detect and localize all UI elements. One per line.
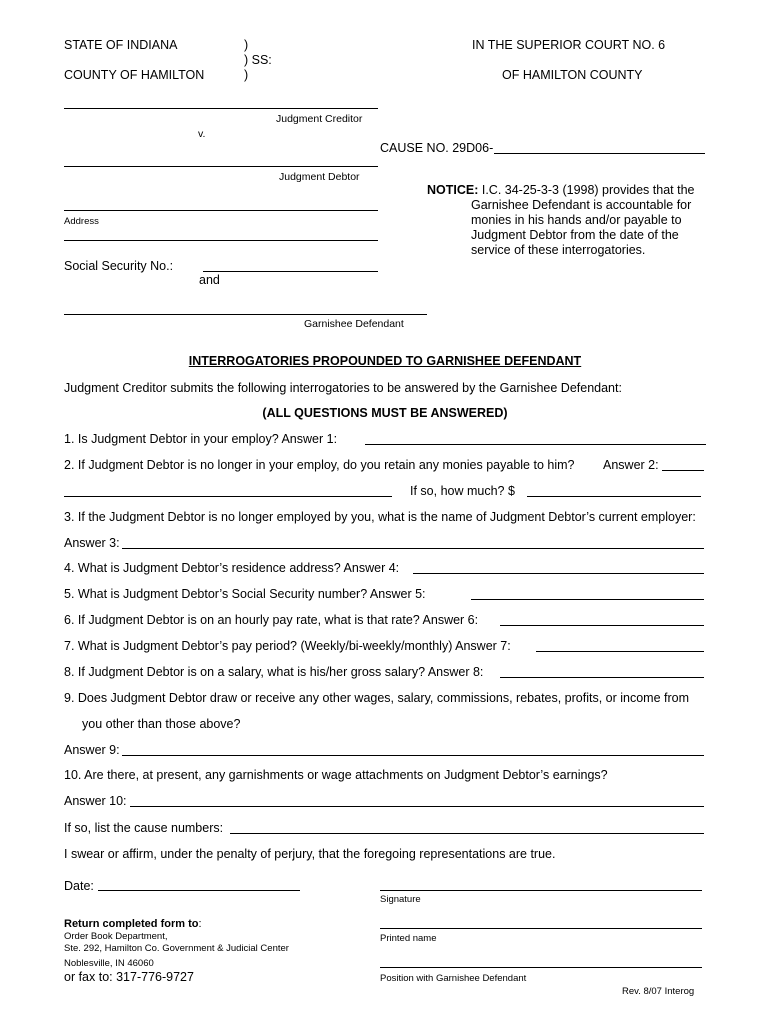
cause-numbers-line[interactable] (230, 833, 704, 834)
answer-2-line[interactable] (662, 470, 704, 471)
versus-label: v. (198, 128, 206, 140)
answer-1-line[interactable] (365, 444, 706, 445)
question-5: 5. What is Judgment Debtor’s Social Security number? Answer 5: (64, 587, 426, 601)
how-much-label: If so, how much? $ (410, 484, 515, 498)
and-label: and (199, 273, 220, 287)
judgment-creditor-label: Judgment Creditor (276, 113, 363, 125)
question-3: 3. If the Judgment Debtor is no longer employed by you, what is the name of Judgment Debtor’s current employer: (64, 510, 696, 524)
fax-number: or fax to: 317-776-9727 (64, 970, 194, 984)
question-8: 8. If Judgment Debtor is on a salary, what is his/her gross salary? Answer 8: (64, 665, 484, 679)
garnishee-defendant-line[interactable] (64, 314, 427, 315)
ssn-line[interactable] (203, 271, 378, 272)
return-line-1: Order Book Department, (64, 931, 168, 942)
answer-4-line[interactable] (413, 573, 704, 574)
answer-10-label: Answer 10: (64, 794, 127, 808)
notice-line-4: Judgment Debtor from the date of the (471, 228, 679, 242)
cause-no-line[interactable] (494, 153, 705, 154)
question-7: 7. What is Judgment Debtor’s pay period? (Weekly/bi-weekly/monthly) Answer 7: (64, 639, 511, 653)
revision-label: Rev. 8/07 Interog (622, 986, 695, 997)
judgment-creditor-line[interactable] (64, 108, 378, 109)
how-much-amount-line[interactable] (527, 496, 701, 497)
answer-10-line[interactable] (130, 806, 704, 807)
judgment-debtor-line[interactable] (64, 166, 378, 167)
signature-label: Signature (380, 894, 421, 905)
date-line[interactable] (98, 890, 300, 891)
question-6: 6. If Judgment Debtor is on an hourly pay rate, what is that rate? Answer 6: (64, 613, 479, 627)
return-title-colon: : (198, 918, 202, 930)
cause-no-label: CAUSE NO. 29D06- (380, 141, 494, 155)
cause-numbers-label: If so, list the cause numbers: (64, 821, 224, 835)
ssn-label: Social Security No.: (64, 259, 174, 273)
return-line-3: Noblesville, IN 46060 (64, 958, 154, 969)
paren-top: ) (244, 38, 249, 52)
affirmation-text: I swear or affirm, under the penalty of perjury, that the foregoing representations are true. (64, 847, 556, 861)
signature-line[interactable] (380, 890, 702, 891)
court-label: IN THE SUPERIOR COURT NO. 6 (472, 38, 666, 52)
answer-9-label: Answer 9: (64, 743, 120, 757)
ss-label: ) SS: (244, 53, 272, 67)
question-1: 1. Is Judgment Debtor in your employ? Answer 1: (64, 432, 338, 446)
notice-block (427, 183, 694, 258)
court-county-label: OF HAMILTON COUNTY (502, 68, 643, 82)
all-questions-note: (ALL QUESTIONS MUST BE ANSWERED) (262, 406, 508, 420)
return-line-2: Ste. 292, Hamilton Co. Government & Judicial Center (64, 943, 289, 954)
question-9: 9. Does Judgment Debtor draw or receive any other wages, salary, commissions, rebates, profits, or income from (64, 691, 690, 705)
answer-7-line[interactable] (536, 651, 704, 652)
question-9-continued: you other than those above? (82, 717, 241, 731)
state-label: STATE OF INDIANA (64, 38, 178, 52)
position-line[interactable] (380, 967, 702, 968)
question-10: 10. Are there, at present, any garnishments or wage attachments on Judgment Debtor’s earnings? (64, 768, 608, 782)
answer-2-label: Answer 2: (603, 458, 659, 472)
address-line-1[interactable] (64, 210, 378, 211)
printed-name-line[interactable] (380, 928, 702, 929)
page-title: INTERROGATORIES PROPOUNDED TO GARNISHEE DEFENDANT (188, 354, 582, 368)
answer-8-line[interactable] (500, 677, 704, 678)
question-2: 2. If Judgment Debtor is no longer in your employ, do you retain any monies payable to him? (64, 458, 575, 472)
answer-2-continued-line[interactable] (64, 496, 392, 497)
intro-text: Judgment Creditor submits the following interrogatories to be answered by the Garnishee Defendant: (64, 381, 622, 395)
notice-line-3: monies in his hands and/or payable to (471, 213, 682, 227)
answer-6-line[interactable] (500, 625, 704, 626)
address-label: Address (64, 216, 99, 227)
return-title (64, 917, 202, 931)
judgment-debtor-label: Judgment Debtor (279, 171, 360, 183)
address-line-2[interactable] (64, 240, 378, 241)
return-title-text: Return completed form to (64, 918, 199, 930)
position-label: Position with Garnishee Defendant (380, 973, 527, 984)
notice-label: NOTICE: (427, 183, 479, 197)
notice-line-5: service of these interrogatories. (471, 243, 646, 257)
answer-3-label: Answer 3: (64, 536, 120, 550)
garnishee-defendant-label: Garnishee Defendant (304, 318, 404, 330)
answer-9-line[interactable] (122, 755, 704, 756)
answer-5-line[interactable] (471, 599, 704, 600)
answer-3-line[interactable] (122, 548, 704, 549)
notice-line-2: Garnishee Defendant is accountable for (471, 198, 692, 212)
printed-name-label: Printed name (380, 933, 437, 944)
notice-line-1: I.C. 34-25-3-3 (1998) provides that the (478, 183, 695, 197)
date-label: Date: (64, 879, 94, 893)
county-label: COUNTY OF HAMILTON (64, 68, 205, 82)
question-4: 4. What is Judgment Debtor’s residence address? Answer 4: (64, 561, 400, 575)
paren-bottom: ) (244, 68, 249, 82)
